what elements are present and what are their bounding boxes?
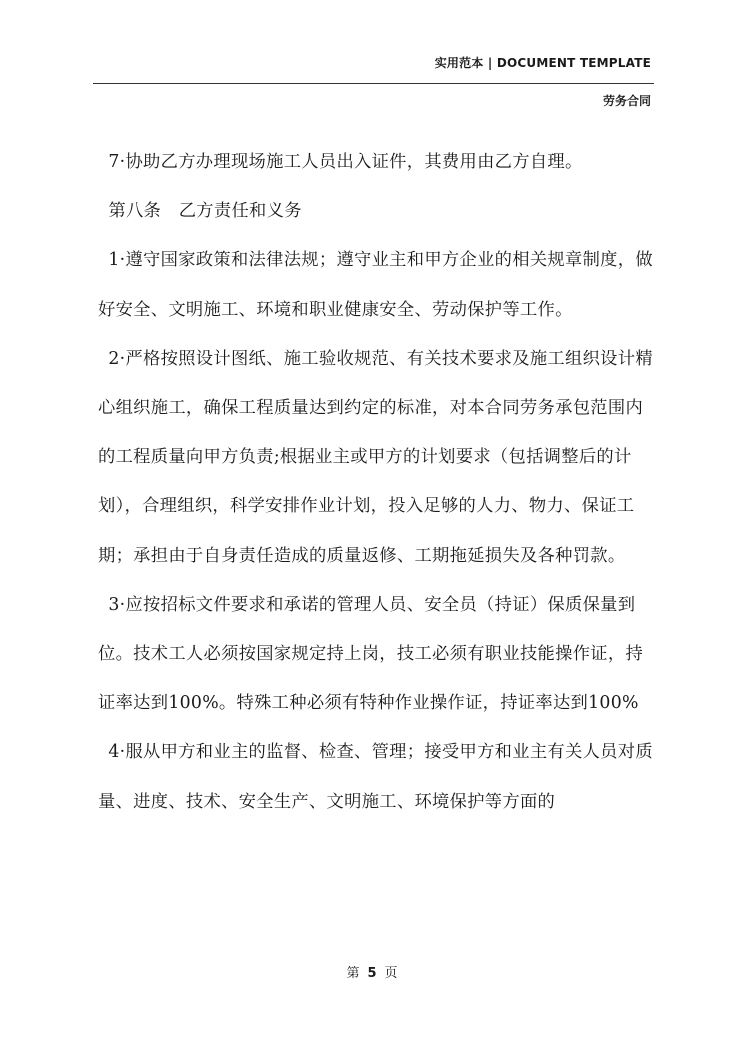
section-heading-article-8: 第八条 乙方责任和义务 xyxy=(108,201,302,222)
page-prefix: 第 xyxy=(346,966,360,981)
paragraph-item-3: 3·应按招标文件要求和承诺的管理人员、安全员（持证）保质保量到位。技术工人必须按国家规定持上岗，技工必须有职业技能操作证，持证率达到100%。特殊工种必须有特种作业操作证，持证率达到100% xyxy=(98,594,644,714)
paragraph-item-7: 7·协助乙方办理现场施工人员出入证件，其费用由乙方自理。 xyxy=(108,152,583,172)
header-title: 实用范本 | DOCUMENT TEMPLATE xyxy=(434,56,651,70)
paragraph-item-2: 2·严格按照设计图纸、施工验收规范、有关技术要求及施工组织设计精心组织施工，确保工程质量达到约定的标准，对本合同劳务承包范围内的工程质量向甲方负责;根据业主或甲方的计划要求（包括调整后的计划），合理组织，科学安排作业计划，投入足够的人力、物力、保证工期；承担由于自身责任造成的质量返修、工期拖延损失及各种罚款。 xyxy=(98,348,653,566)
header-subtitle: 劳务合同 xyxy=(602,94,651,108)
paragraph-item-4: 4·服从甲方和业主的监督、检查、管理；接受甲方和业主有关人员对质量、进度、技术、安全生产、文明施工、环境保护等方面的 xyxy=(98,742,653,812)
document-body xyxy=(98,138,660,827)
page-number-footer xyxy=(0,962,744,981)
page-header xyxy=(0,0,744,110)
page-number: 5 xyxy=(367,966,377,981)
header-divider xyxy=(93,83,654,84)
paragraph-item-1: 1·遵守国家政策和法律法规；遵守业主和甲方企业的相关规章制度，做好安全、文明施工、环境和职业健康安全、劳动保护等工作。 xyxy=(98,250,653,320)
page-suffix: 页 xyxy=(384,966,398,981)
